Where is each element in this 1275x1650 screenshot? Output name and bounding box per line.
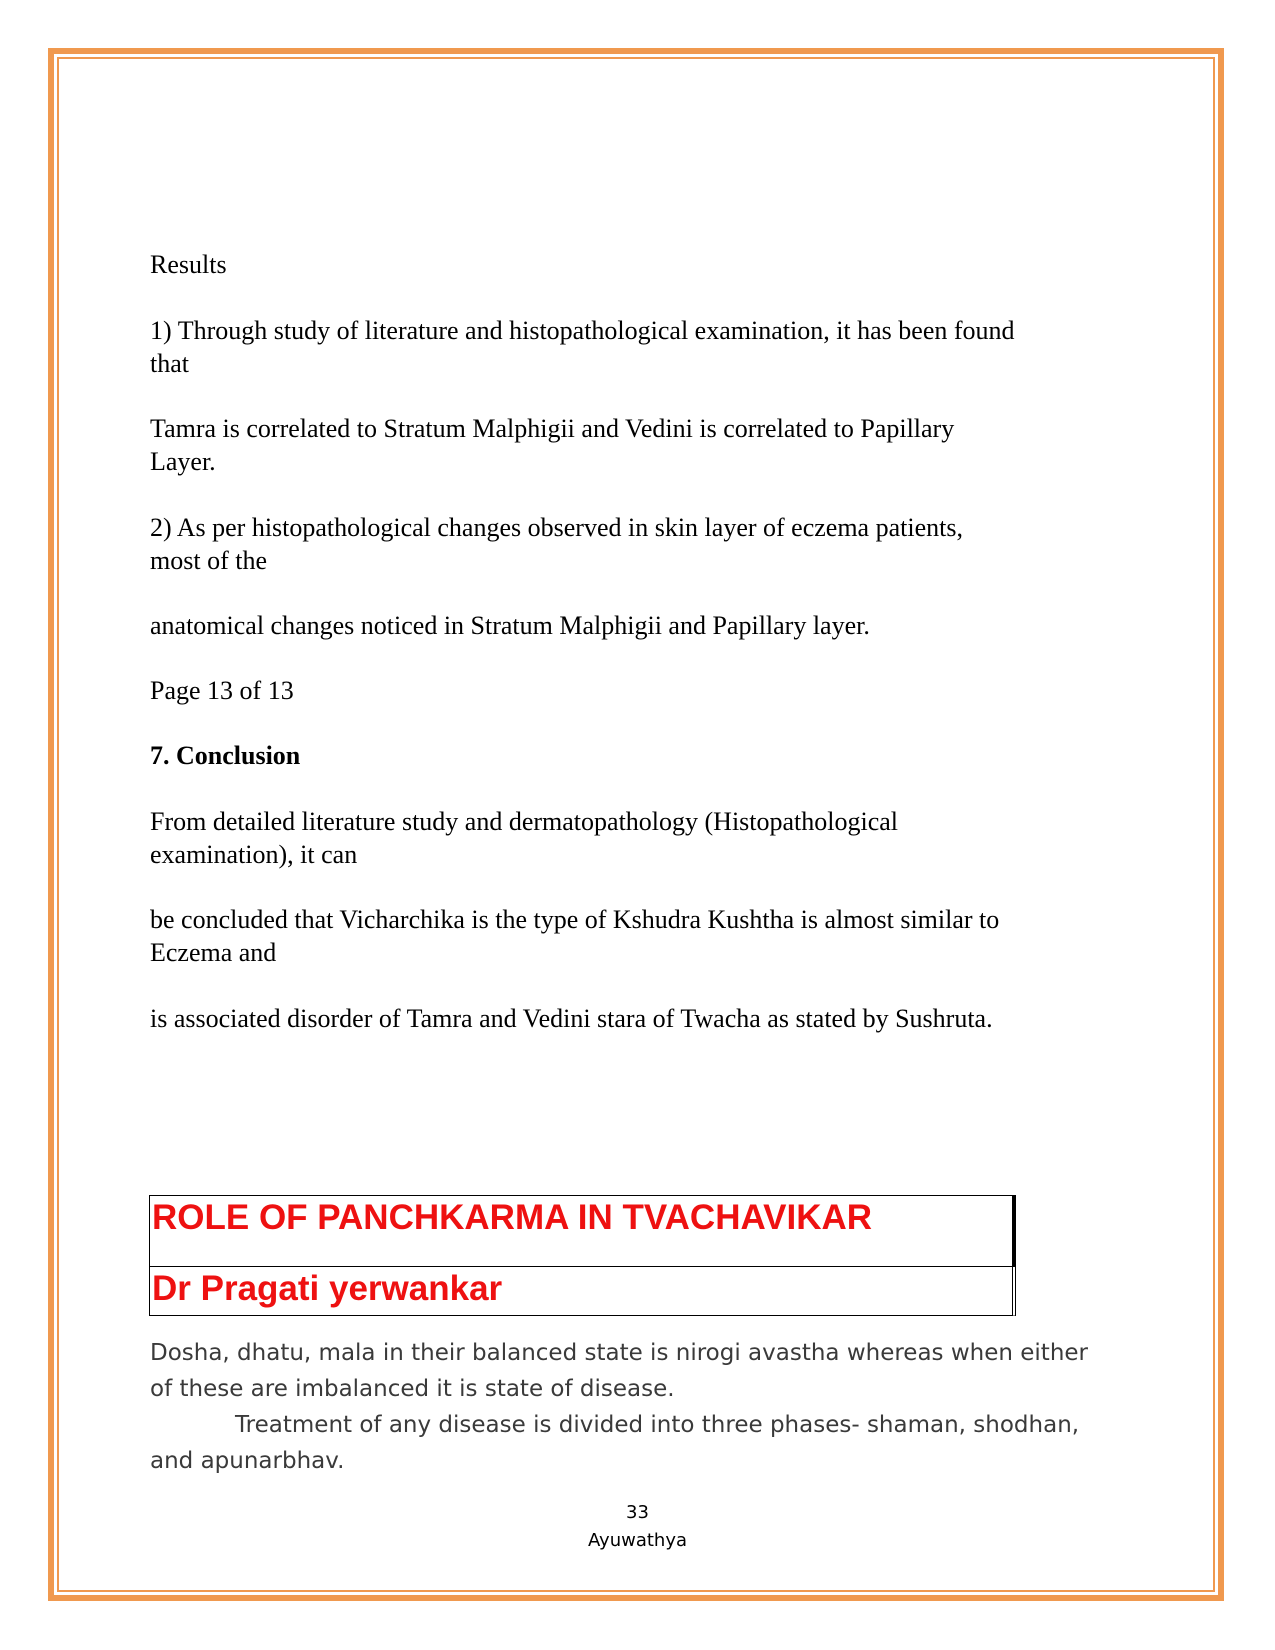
results-paragraph-2-line-1: Tamra is correlated to Stratum Malphigii and Vedini is correlated to Papillary — [150, 414, 955, 443]
conclusion-paragraph-1-line-2: examination), it can — [150, 840, 358, 869]
results-paragraph-1-line-1: 1) Through study of literature and histopathological examination, it has been found — [150, 316, 1015, 345]
results-paragraph-4: anatomical changes noticed in Stratum Malphigii and Papillary layer. — [150, 611, 870, 640]
conclusion-heading: 7. Conclusion — [150, 741, 301, 770]
results-paragraph-3-line-1: 2) As per histopathological changes observed in skin layer of eczema patients, — [150, 513, 963, 542]
conclusion-paragraph-2-line-1: be concluded that Vicharchika is the type of Kshudra Kushtha is almost similar to — [150, 905, 1000, 934]
article-author: Dr Pragati yerwankar — [149, 1266, 1016, 1316]
article-body-line-3: Treatment of any disease is divided into three phases- shaman, shodhan, — [235, 1412, 1080, 1438]
journal-name: Ayuwathya — [587, 1530, 688, 1551]
article-title: ROLE OF PANCHKARMA IN TVACHAVIKAR — [149, 1195, 1016, 1267]
results-paragraph-2-line-2: Layer. — [150, 447, 216, 476]
article-body-line-4: and apunarbhav. — [150, 1448, 345, 1474]
page-reference: Page 13 of 13 — [150, 676, 294, 705]
page-number: 33 — [626, 1502, 649, 1523]
results-heading: Results — [150, 250, 227, 279]
article-body-line-1: Dosha, dhatu, mala in their balanced state is nirogi avastha whereas when either — [150, 1340, 1089, 1366]
results-paragraph-3-line-2: most of the — [150, 546, 267, 575]
conclusion-paragraph-1-line-1: From detailed literature study and dermatopathology (Histopathological — [150, 807, 899, 836]
conclusion-paragraph-2-line-2: Eczema and — [150, 938, 277, 967]
results-paragraph-1-line-2: that — [150, 349, 189, 378]
article-body-line-2: of these are imbalanced it is state of disease. — [150, 1376, 675, 1402]
conclusion-paragraph-3: is associated disorder of Tamra and Vedini stara of Twacha as stated by Sushruta. — [150, 1004, 993, 1033]
